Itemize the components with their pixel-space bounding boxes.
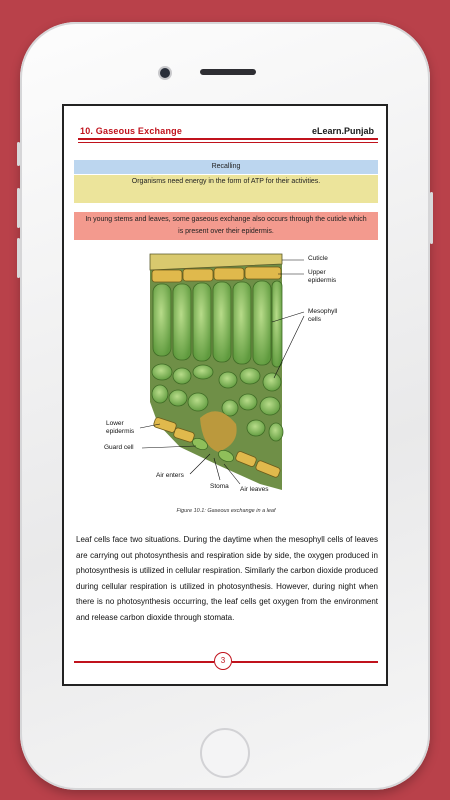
brand-name: eLearn.Punjab <box>311 126 374 136</box>
label-air-leaves: Air leaves <box>240 486 269 493</box>
cuticle-note: In young stems and leaves, some gaseous exchange also occurs through the cuticle which is present over their epidermis. <box>74 212 378 240</box>
power-button <box>430 192 433 244</box>
recalling-heading: Recalling <box>74 160 378 174</box>
mute-switch <box>17 142 20 166</box>
page-footer <box>74 652 378 672</box>
page-number: 3 <box>214 652 232 670</box>
label-cuticle: Cuticle <box>308 255 328 262</box>
page-header <box>78 124 378 146</box>
label-guard-cell: Guard cell <box>104 444 134 451</box>
earpiece-speaker <box>200 69 256 75</box>
volume-up-button <box>17 188 20 228</box>
book-page[interactable] <box>62 104 388 686</box>
chapter-title: 10. Gaseous Exchange <box>80 126 183 136</box>
label-upper-epidermis-line2: epidermis <box>308 277 337 284</box>
figure-caption: Figure 10.1: Gaseous exchange in a leaf <box>176 508 276 514</box>
leaf-cross-section-figure <box>100 252 360 502</box>
header-rule-thick <box>78 138 378 140</box>
label-lower-epidermis-line1: Lower <box>106 420 124 427</box>
front-camera <box>160 68 170 78</box>
body-paragraph: Leaf cells face two situations. During the daytime when the mesophyll cells of leaves are carrying out photosynthesis and respiration side by side, the oxygen produced in photosynthesis is utilized in cellular respiration. Similarly the carbon dioxide produced during cellular respiration is utilized in photosynthesis. However, during night when there is no photosynthesis occurring, the leaf cells get oxygen from the environment and release carbon dioxide through stomata. <box>76 535 378 622</box>
home-button[interactable] <box>200 728 250 778</box>
label-upper-epidermis-line1: Upper <box>308 269 326 276</box>
recalling-text: Organisms need energy in the form of ATP for their activities. <box>74 175 378 203</box>
footer-rule-right <box>232 661 378 663</box>
volume-down-button <box>17 238 20 278</box>
footer-rule-left <box>74 661 214 663</box>
label-stoma: Stoma <box>210 483 229 490</box>
label-mesophyll-line1: Mesophyll <box>308 308 338 315</box>
label-lower-epidermis-line2: epidermis <box>106 428 135 435</box>
label-air-enters: Air enters <box>156 472 184 479</box>
header-rule-thin <box>78 142 378 143</box>
label-mesophyll-line2: cells <box>308 316 322 323</box>
leaf-diagram <box>100 252 360 502</box>
